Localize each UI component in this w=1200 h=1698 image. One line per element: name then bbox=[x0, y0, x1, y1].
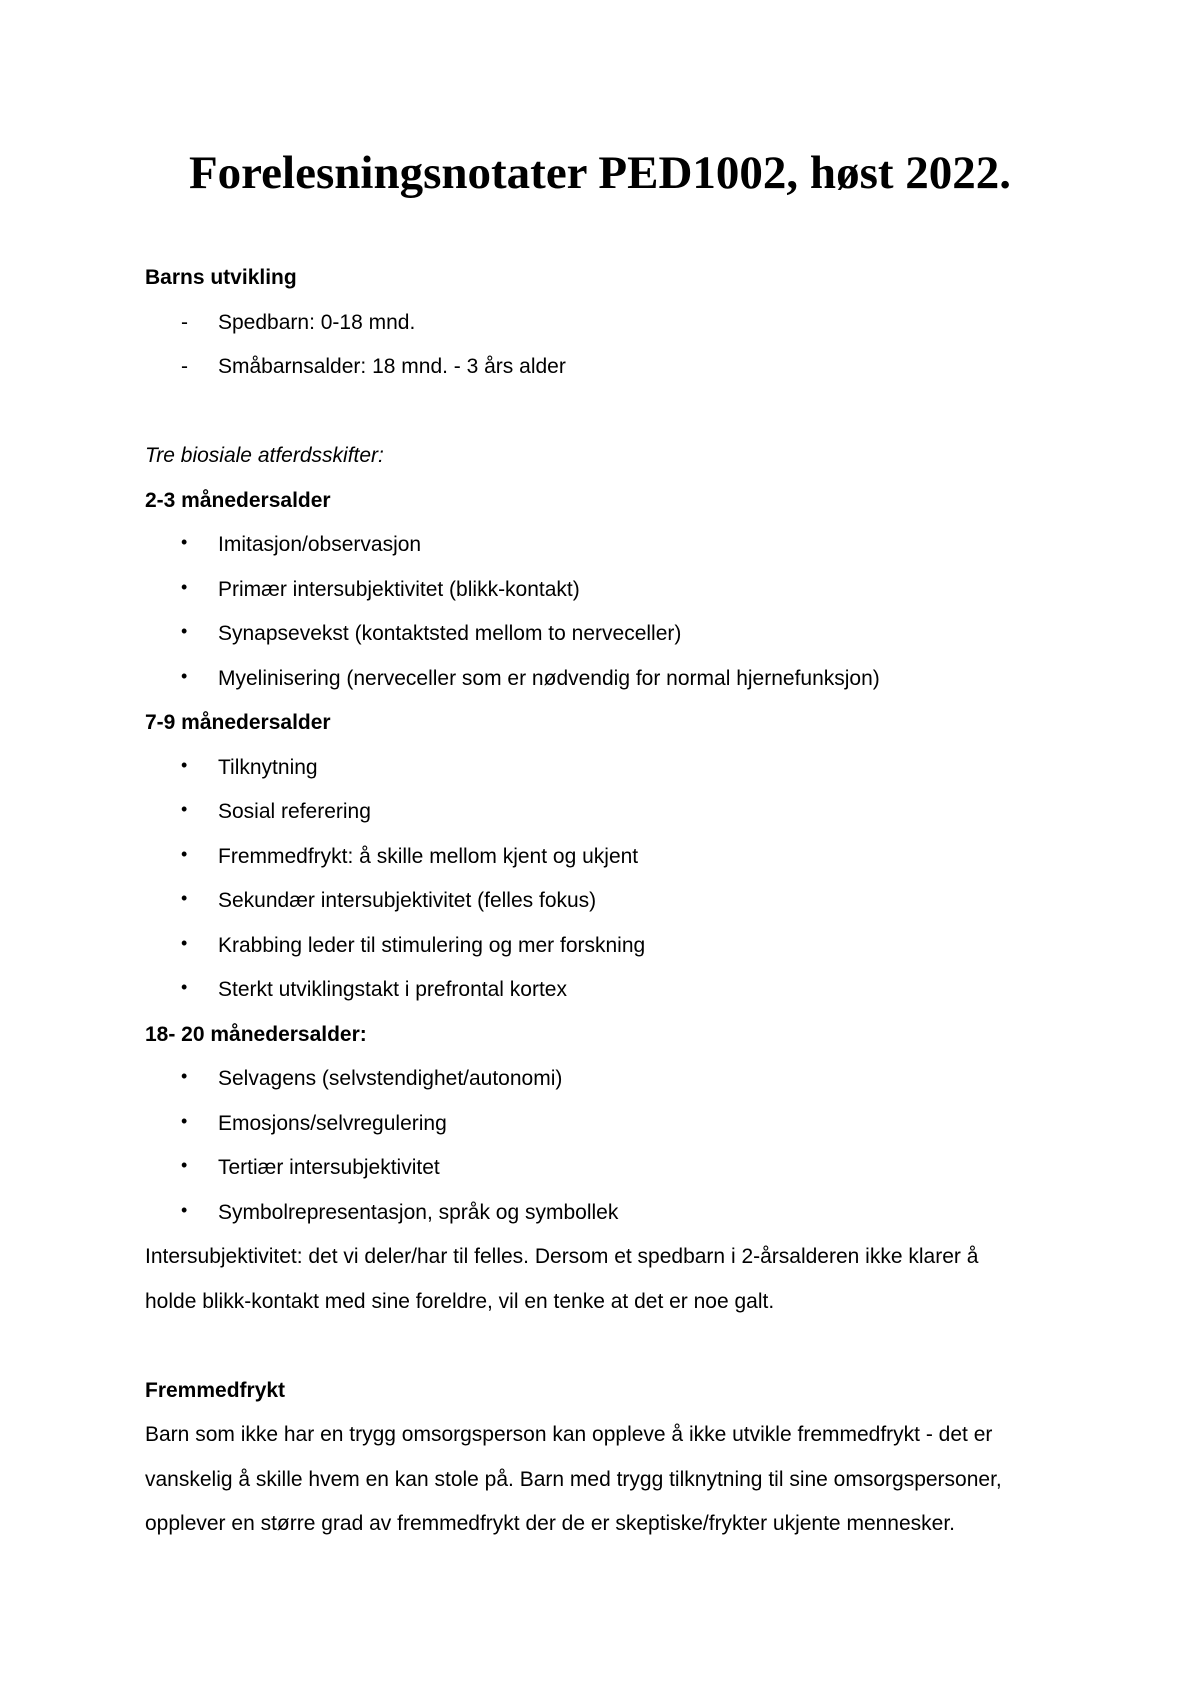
bullet-icon: • bbox=[181, 1110, 188, 1131]
bullet-icon: • bbox=[181, 576, 188, 597]
list-item-text: Sosial referering bbox=[218, 800, 371, 823]
list-item-text: Krabbing leder til stimulering og mer forskning bbox=[218, 933, 646, 957]
document-title: Forelesningsnotater PED1002, høst 2022. bbox=[188, 147, 1012, 199]
paragraph-line: holde blikk-kontakt med sine foreldre, vil en tenke at det er noe galt. bbox=[145, 1289, 775, 1313]
list-item-text: Tilknytning bbox=[218, 755, 318, 779]
list-item-text: Symbolrepresentasjon, språk og symbollek bbox=[218, 1200, 619, 1224]
list-item-text: Sterkt utviklingstakt i prefrontal kortex bbox=[218, 978, 567, 1001]
bullet-icon: • bbox=[181, 532, 188, 552]
list-item bbox=[145, 1057, 1065, 1102]
bullet-icon: • bbox=[181, 1066, 188, 1086]
list-item bbox=[145, 568, 1065, 613]
spacer bbox=[145, 390, 1065, 435]
list-item bbox=[145, 612, 1065, 657]
bullet-icon: • bbox=[181, 665, 188, 686]
dash-marker: - bbox=[181, 355, 188, 378]
paragraph-line: vanskelig å skille hvem en kan stole på. Barn med trygg tilknytning til sine omsorgspersoner, bbox=[145, 1467, 1002, 1491]
paragraph-line: Barn som ikke har en trygg omsorgsperson kan oppleve å ikke utvikle fremmedfrykt - det er bbox=[145, 1423, 993, 1446]
list-item-text: Fremmedfrykt: å skille mellom kjent og ukjent bbox=[218, 844, 639, 868]
list-item-text: Sekundær intersubjektivitet (felles fokus) bbox=[218, 889, 597, 912]
list-item bbox=[145, 1146, 1065, 1191]
list-item bbox=[145, 523, 1065, 568]
list-item-text: Selvagens (selvstendighet/autonomi) bbox=[218, 1067, 563, 1090]
heading-biosiale-atferdsskifter: Tre biosiale atferdsskifter: bbox=[145, 444, 384, 467]
bullet-icon: • bbox=[181, 932, 188, 953]
list-item-text: Småbarnsalder: 18 mnd. - 3 års alder bbox=[218, 355, 566, 378]
list-item bbox=[145, 657, 1065, 702]
bullet-icon: • bbox=[181, 799, 188, 819]
heading-barns-utvikling: Barns utvikling bbox=[145, 266, 297, 289]
list-item-text: Emosjons/selvregulering bbox=[218, 1111, 447, 1135]
list-item bbox=[145, 968, 1065, 1013]
list-item-text: Primær intersubjektivitet (blikk-kontakt) bbox=[218, 577, 580, 601]
bullet-icon: • bbox=[181, 754, 188, 775]
list-item bbox=[145, 835, 1065, 880]
heading-2-3-manedersalder: 2-3 månedersalder bbox=[145, 488, 331, 512]
list-item bbox=[145, 1102, 1065, 1147]
paragraph-line: Intersubjektivitet: det vi deler/har til felles. Dersom et spedbarn i 2-årsalderen ikke klarer å bbox=[145, 1245, 979, 1268]
heading-fremmedfrykt: Fremmedfrykt bbox=[145, 1378, 286, 1402]
bullet-icon: • bbox=[181, 621, 188, 641]
list-item-text: Synapsevekst (kontaktsted mellom to nerveceller) bbox=[218, 622, 682, 645]
list-item bbox=[145, 301, 1065, 346]
heading-7-9-manedersalder: 7-9 månedersalder bbox=[145, 711, 331, 734]
list-item-text: Imitasjon/observasjon bbox=[218, 533, 422, 556]
list-item bbox=[145, 790, 1065, 835]
bullet-icon: • bbox=[181, 977, 188, 997]
list-item-text: Spedbarn: 0-18 mnd. bbox=[218, 310, 416, 334]
dash-marker: - bbox=[181, 310, 188, 334]
list-item bbox=[145, 924, 1065, 969]
list-item-text: Tertiær intersubjektivitet bbox=[218, 1156, 440, 1179]
spacer bbox=[145, 1324, 1065, 1369]
bullet-icon: • bbox=[181, 1155, 188, 1175]
bullet-icon: • bbox=[181, 888, 188, 908]
list-item bbox=[145, 1191, 1065, 1236]
list-item-text: Myelinisering (nerveceller som er nødvendig for normal hjernefunksjon) bbox=[218, 666, 880, 690]
list-item bbox=[145, 746, 1065, 791]
document-body bbox=[145, 256, 1065, 1547]
heading-18-20-manedersalder: 18- 20 månedersalder: bbox=[145, 1022, 367, 1046]
list-item bbox=[145, 879, 1065, 924]
paragraph-line: opplever en større grad av fremmedfrykt der de er skeptiske/frykter ukjente mennesker. bbox=[145, 1512, 956, 1535]
bullet-icon: • bbox=[181, 1199, 188, 1220]
bullet-icon: • bbox=[181, 843, 188, 864]
list-item bbox=[145, 345, 1065, 390]
